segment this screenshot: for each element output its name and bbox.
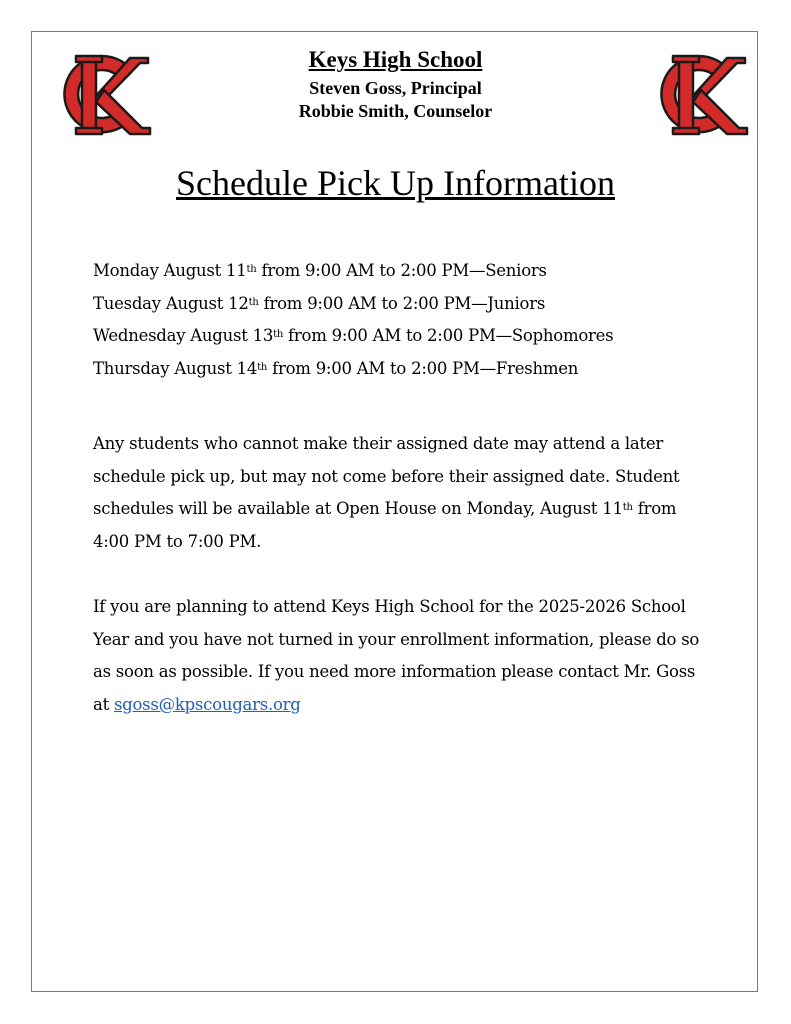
paragraph-text-end: from 4:00 PM to 7:00 PM. [93,499,677,551]
schedule-day: Tuesday August 12 [93,293,249,313]
schedule-item-sophomores [93,320,713,353]
schedule-time: from 9:00 AM to 2:00 PM—Juniors [258,293,546,313]
paragraph-text: Any students who cannot make their assigned date may attend a later schedule pick up, but may not come before their assigned date. Student schedules will be available at Open House on Monday, August 11 [93,434,680,518]
schedule-day: Thursday August 14 [93,358,258,378]
schedule-time: from 9:00 AM to 2:00 PM—Sophomores [283,326,614,345]
date-suffix: th [248,296,259,308]
late-pickup-paragraph [93,428,713,558]
date-suffix: th [273,329,284,340]
date-suffix: th [246,264,257,275]
schedule-list [93,255,713,385]
school-name: Keys High School [308,47,483,72]
schedule-time: from 9:00 AM to 2:00 PM—Seniors [256,261,547,280]
schedule-item-juniors [93,288,713,321]
page-title: Schedule Pick Up Information [176,163,615,203]
schedule-day: Monday August 11 [93,261,247,280]
enrollment-paragraph [93,591,713,721]
schedule-time: from 9:00 AM to 2:00 PM—Freshmen [267,358,579,378]
schedule-day: Wednesday August 13 [93,326,274,345]
paragraph-text: If you are planning to attend Keys High School for the 2025-2026 School Year and you have not turned in your enrollment information, please do so as soon as possible. If you need more information please contact Mr. Goss at [93,597,700,714]
counselor-line: Robbie Smith, Counselor [298,101,493,121]
contact-email-link[interactable]: sgoss@kpscougars.org [113,694,301,714]
date-suffix: th [257,361,268,373]
principal-line: Steven Goss, Principal [309,78,482,98]
schedule-item-freshmen [93,353,713,386]
date-suffix: th [622,502,633,513]
schedule-item-seniors [93,255,713,288]
